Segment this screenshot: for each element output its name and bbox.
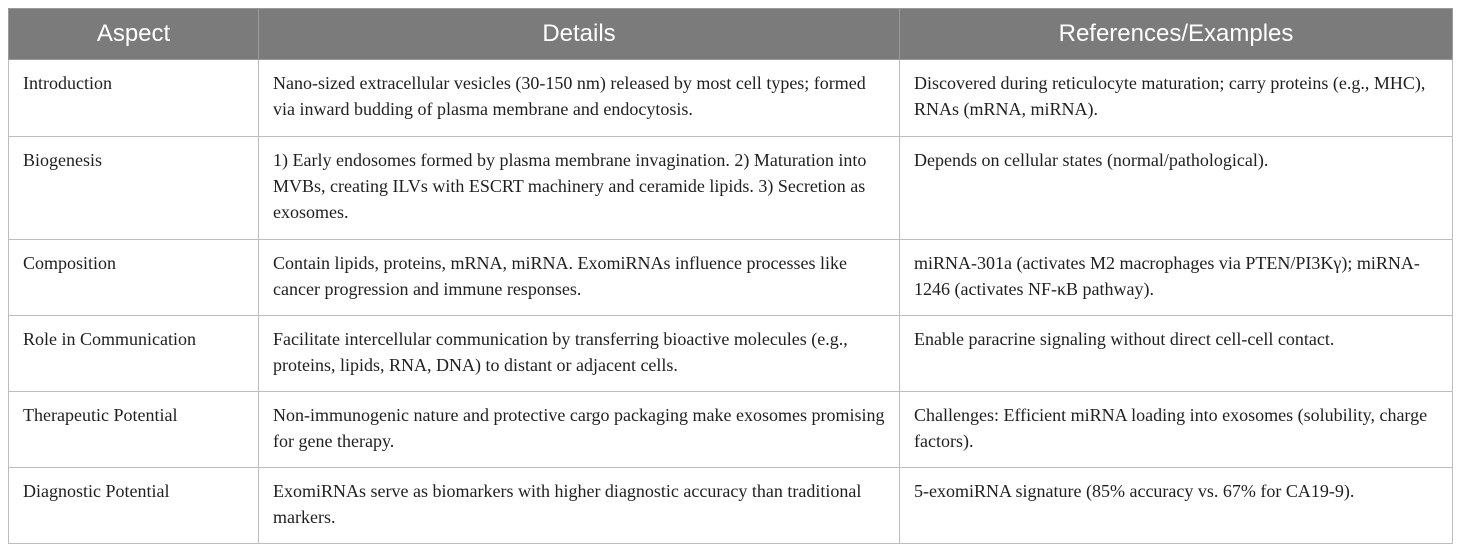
cell-references: 5-exomiRNA signature (85% accuracy vs. 67% for CA19-9). bbox=[900, 468, 1453, 544]
exosome-table-container bbox=[8, 8, 1452, 544]
cell-aspect: Diagnostic Potential bbox=[9, 468, 259, 544]
table-row bbox=[9, 392, 1453, 468]
cell-aspect: Composition bbox=[9, 240, 259, 316]
table-header bbox=[9, 9, 1453, 60]
cell-details: Non-immunogenic nature and protective cargo packaging make exosomes promising for gene therapy. bbox=[259, 392, 900, 468]
cell-references: Depends on cellular states (normal/pathological). bbox=[900, 137, 1453, 240]
cell-aspect: Therapeutic Potential bbox=[9, 392, 259, 468]
cell-aspect: Introduction bbox=[9, 60, 259, 137]
table-body bbox=[9, 60, 1453, 544]
header-row bbox=[9, 9, 1453, 60]
cell-references: Discovered during reticulocyte maturation; carry proteins (e.g., MHC), RNAs (mRNA, miRNA). bbox=[900, 60, 1453, 137]
cell-aspect: Role in Communication bbox=[9, 316, 259, 392]
cell-details: 1) Early endosomes formed by plasma membrane invagination. 2) Maturation into MVBs, creating ILVs with ESCRT machinery and ceramide lipids. 3) Secretion as exosomes. bbox=[259, 137, 900, 240]
cell-details: Facilitate intercellular communication by transferring bioactive molecules (e.g., proteins, lipids, RNA, DNA) to distant or adjacent cells. bbox=[259, 316, 900, 392]
cell-details: Nano-sized extracellular vesicles (30-150 nm) released by most cell types; formed via inward budding of plasma membrane and endocytosis. bbox=[259, 60, 900, 137]
header-aspect: Aspect bbox=[9, 9, 259, 60]
table-row bbox=[9, 60, 1453, 137]
table-row bbox=[9, 468, 1453, 544]
cell-details: Contain lipids, proteins, mRNA, miRNA. ExomiRNAs influence processes like cancer progression and immune responses. bbox=[259, 240, 900, 316]
header-references: References/Examples bbox=[900, 9, 1453, 60]
table-row bbox=[9, 316, 1453, 392]
header-details: Details bbox=[259, 9, 900, 60]
table-row bbox=[9, 240, 1453, 316]
cell-references: Enable paracrine signaling without direct cell-cell contact. bbox=[900, 316, 1453, 392]
cell-references: Challenges: Efficient miRNA loading into exosomes (solubility, charge factors). bbox=[900, 392, 1453, 468]
exosome-aspects-table bbox=[8, 8, 1453, 544]
cell-aspect: Biogenesis bbox=[9, 137, 259, 240]
cell-references: miRNA-301a (activates M2 macrophages via PTEN/PI3Kγ); miRNA-1246 (activates NF-κB pathway). bbox=[900, 240, 1453, 316]
table-row bbox=[9, 137, 1453, 240]
cell-details: ExomiRNAs serve as biomarkers with higher diagnostic accuracy than traditional markers. bbox=[259, 468, 900, 544]
